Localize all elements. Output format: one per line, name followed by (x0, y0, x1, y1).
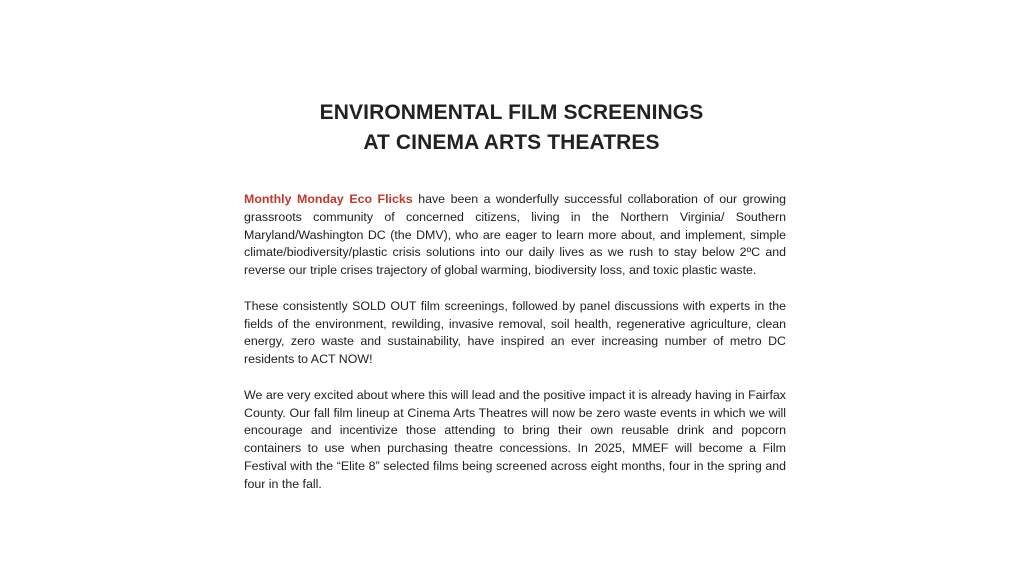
paragraph-intro (244, 191, 786, 280)
title-line-2: AT CINEMA ARTS THEATRES (363, 131, 660, 154)
title-line-1: ENVIRONMENTAL FILM SCREENINGS (319, 101, 704, 124)
paragraph-screenings: These consistently SOLD OUT film screenings, followed by panel discussions with experts in the fields of the environment, rewilding, invasive removal, soil health, regenerative agriculture, clean energy, zero waste and sustainability, have inspired an ever increasing number of metro DC residents to ACT NOW! (244, 298, 786, 367)
article-body (244, 191, 786, 511)
paragraph-future: We are very excited about where this will lead and the positive impact it is already having in Fairfax County. Our fall film lineup at Cinema Arts Theatres will now be zero waste events in which we will encourage and incentivize those attending to bring their own reusable drink and popcorn containers to use when purchasing theatre concessions. In 2025, MMEF will become a Film Festival with the “Elite 8” selected films being screened across eight months, four in the spring and four in the fall. (244, 387, 786, 491)
page-title (0, 98, 1023, 158)
program-name-highlight: Monthly Monday Eco Flicks (244, 192, 413, 206)
paragraph-intro-text: have been a wonderfully successful collaboration of our growing grassroots community of concerned citizens, living in the Northern Virginia/ Southern Maryland/Washington DC (the DMV), who are eager to learn more about, and implement, simple climate/biodiversity/plastic crisis solutions into our daily lives as we rush to stay below 2ºC and reverse our triple crises trajectory of global warming, biodiversity loss, and toxic plastic waste. (244, 192, 787, 278)
